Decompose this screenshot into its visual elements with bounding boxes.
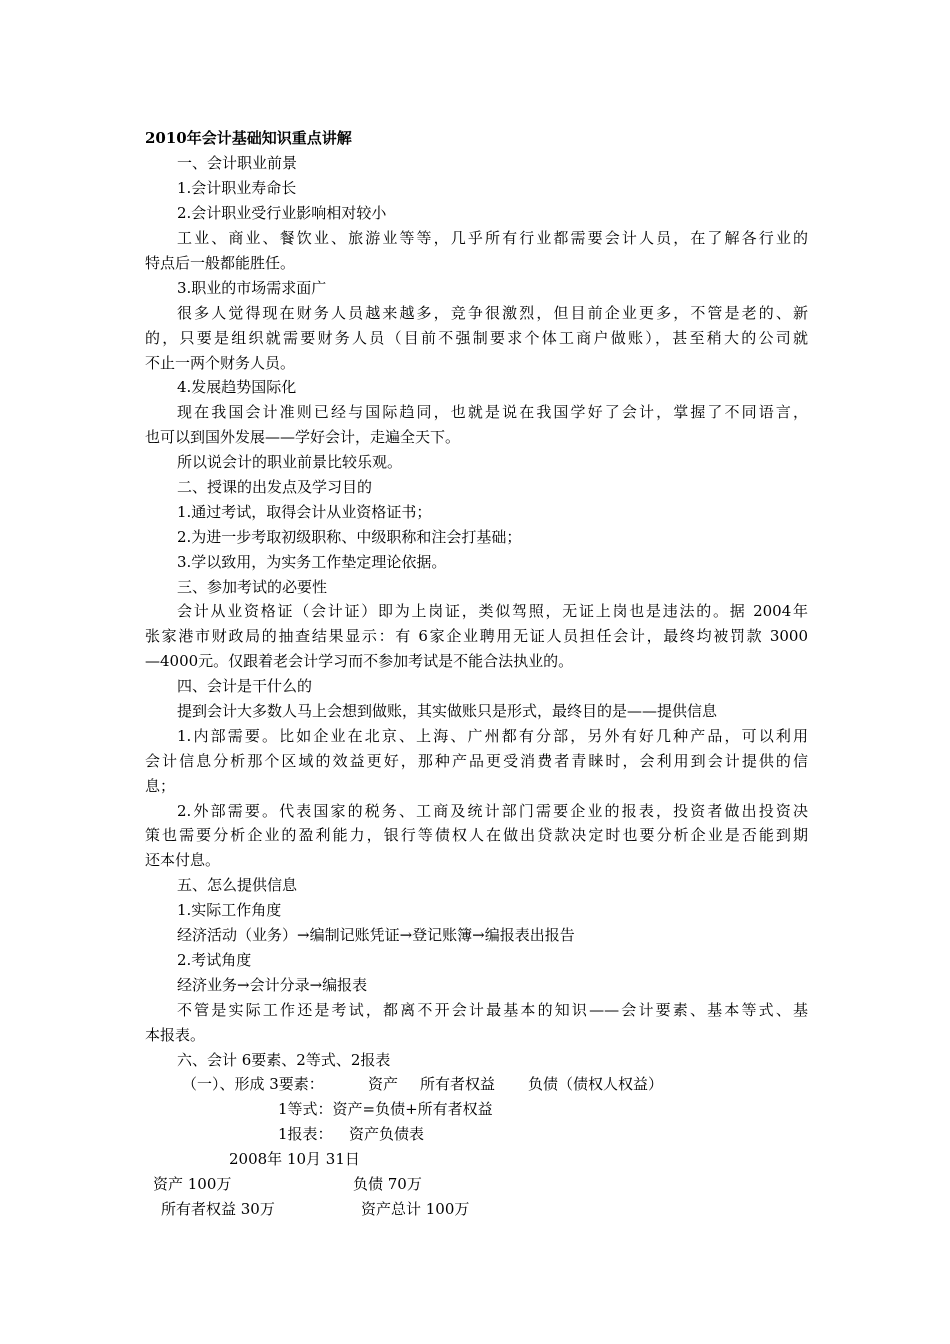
paragraph-line: 会计信息分析那个区域的效益更好，那种产品更受消费者青睐时，会利用到会计提供的信 [145, 752, 808, 770]
paragraph-line: 所以说会计的职业前景比较乐观。 [177, 453, 403, 471]
paragraph-line: 也可以到国外发展——学好会计，走遍全天下。 [145, 428, 461, 446]
statement-label: 1报表： [278, 1125, 333, 1143]
paragraph-line: 3.学以致用，为实务工作垫定理论依据。 [177, 553, 447, 571]
equation-line: 1等式：资产=负债+所有者权益 [278, 1100, 493, 1118]
paragraph-line: 息； [145, 777, 176, 795]
paragraph-line: 2.为进一步考取初级职称、中级职称和注会打基础； [177, 528, 522, 546]
paragraph-line: 提到会计大多数人马上会想到做账，其实做账只是形式，最终目的是——提供信息 [177, 702, 718, 720]
heading-section-2: 二、授课的出发点及学习目的 [177, 478, 373, 496]
heading-section-4: 四、会计是干什么的 [177, 677, 313, 695]
paragraph-line: 策也需要分析企业的盈利能力，银行等债权人在做出贷款决定时也要分析企业是否能到期 [145, 826, 808, 844]
balance-sheet-date: 2008年 10月 31日 [229, 1150, 360, 1168]
paragraph-line: 2.会计职业受行业影响相对较小 [177, 204, 387, 222]
paragraph-line: 1.实际工作角度 [177, 901, 282, 919]
process-flow-line: 经济业务→会计分录→编报表 [177, 976, 368, 994]
paragraph-line: 本报表。 [145, 1026, 206, 1044]
paragraph-line: 2.外部需要。代表国家的税务、工商及统计部门需要企业的报表，投资者做出投资决 [177, 802, 808, 820]
paragraph-line: 张家港市财政局的抽查结果显示：有 6家企业聘用无证人员担任会计，最终均被罚款 3000 [145, 627, 808, 645]
paragraph-line: 1.通过考试，取得会计从业资格证书； [177, 503, 432, 521]
document-title: 2010年会计基础知识重点讲解 [145, 129, 352, 147]
heading-section-6: 六、会计 6要素、2等式、2报表 [177, 1051, 391, 1069]
elements-label: （一）、形成 3要素： [182, 1075, 324, 1093]
heading-section-5: 五、怎么提供信息 [177, 876, 298, 894]
paragraph-line: 很多人觉得现在财务人员越来越多，竞争很激烈，但目前企业更多，不管是老的、新 [177, 304, 808, 322]
element-liabilities: 负债（债权人权益） [528, 1075, 664, 1093]
balance-owners-equity: 所有者权益 30万 [161, 1200, 275, 1218]
element-assets: 资产 [368, 1075, 399, 1093]
paragraph-line: 2.考试角度 [177, 951, 252, 969]
balance-total-assets: 资产总计 100万 [361, 1200, 470, 1218]
paragraph-line: 现在我国会计准则已经与国际趋同，也就是说在我国学好了会计，掌握了不同语言， [177, 403, 808, 421]
paragraph-line: 3.职业的市场需求面广 [177, 279, 327, 297]
paragraph-line: 1.会计职业寿命长 [177, 179, 297, 197]
paragraph-line: —4000元。仅跟着老会计学习而不参加考试是不能合法执业的。 [145, 652, 574, 670]
paragraph-line: 特点后一般都能胜任。 [145, 254, 296, 272]
process-flow-line: 经济活动（业务）→编制记账凭证→登记账簿→编报表出报告 [177, 926, 575, 944]
paragraph-line: 1.内部需要。比如企业在北京、上海、广州都有分部，另外有好几种产品，可以利用 [177, 727, 808, 745]
balance-liabilities: 负债 70万 [353, 1175, 422, 1193]
balance-assets: 资产 100万 [153, 1175, 232, 1193]
statement-name: 资产负债表 [349, 1125, 425, 1143]
paragraph-line: 工业、商业、餐饮业、旅游业等等，几乎所有行业都需要会计人员，在了解各行业的 [177, 229, 808, 247]
paragraph-line: 不管是实际工作还是考试，都离不开会计最基本的知识——会计要素、基本等式、基 [177, 1001, 808, 1019]
paragraph-line: 不止一两个财务人员。 [145, 354, 296, 372]
paragraph-line: 的，只要是组织就需要财务人员（目前不强制要求个体工商户做账），甚至稍大的公司就 [145, 329, 808, 347]
element-owners-equity: 所有者权益 [420, 1075, 496, 1093]
paragraph-line: 会计从业资格证（会计证）即为上岗证，类似驾照，无证上岗也是违法的。据 2004年 [177, 602, 808, 620]
heading-section-1: 一、会计职业前景 [177, 154, 298, 172]
paragraph-line: 4.发展趋势国际化 [177, 378, 297, 396]
heading-section-3: 三、参加考试的必要性 [177, 578, 328, 596]
paragraph-line: 还本付息。 [145, 851, 221, 869]
